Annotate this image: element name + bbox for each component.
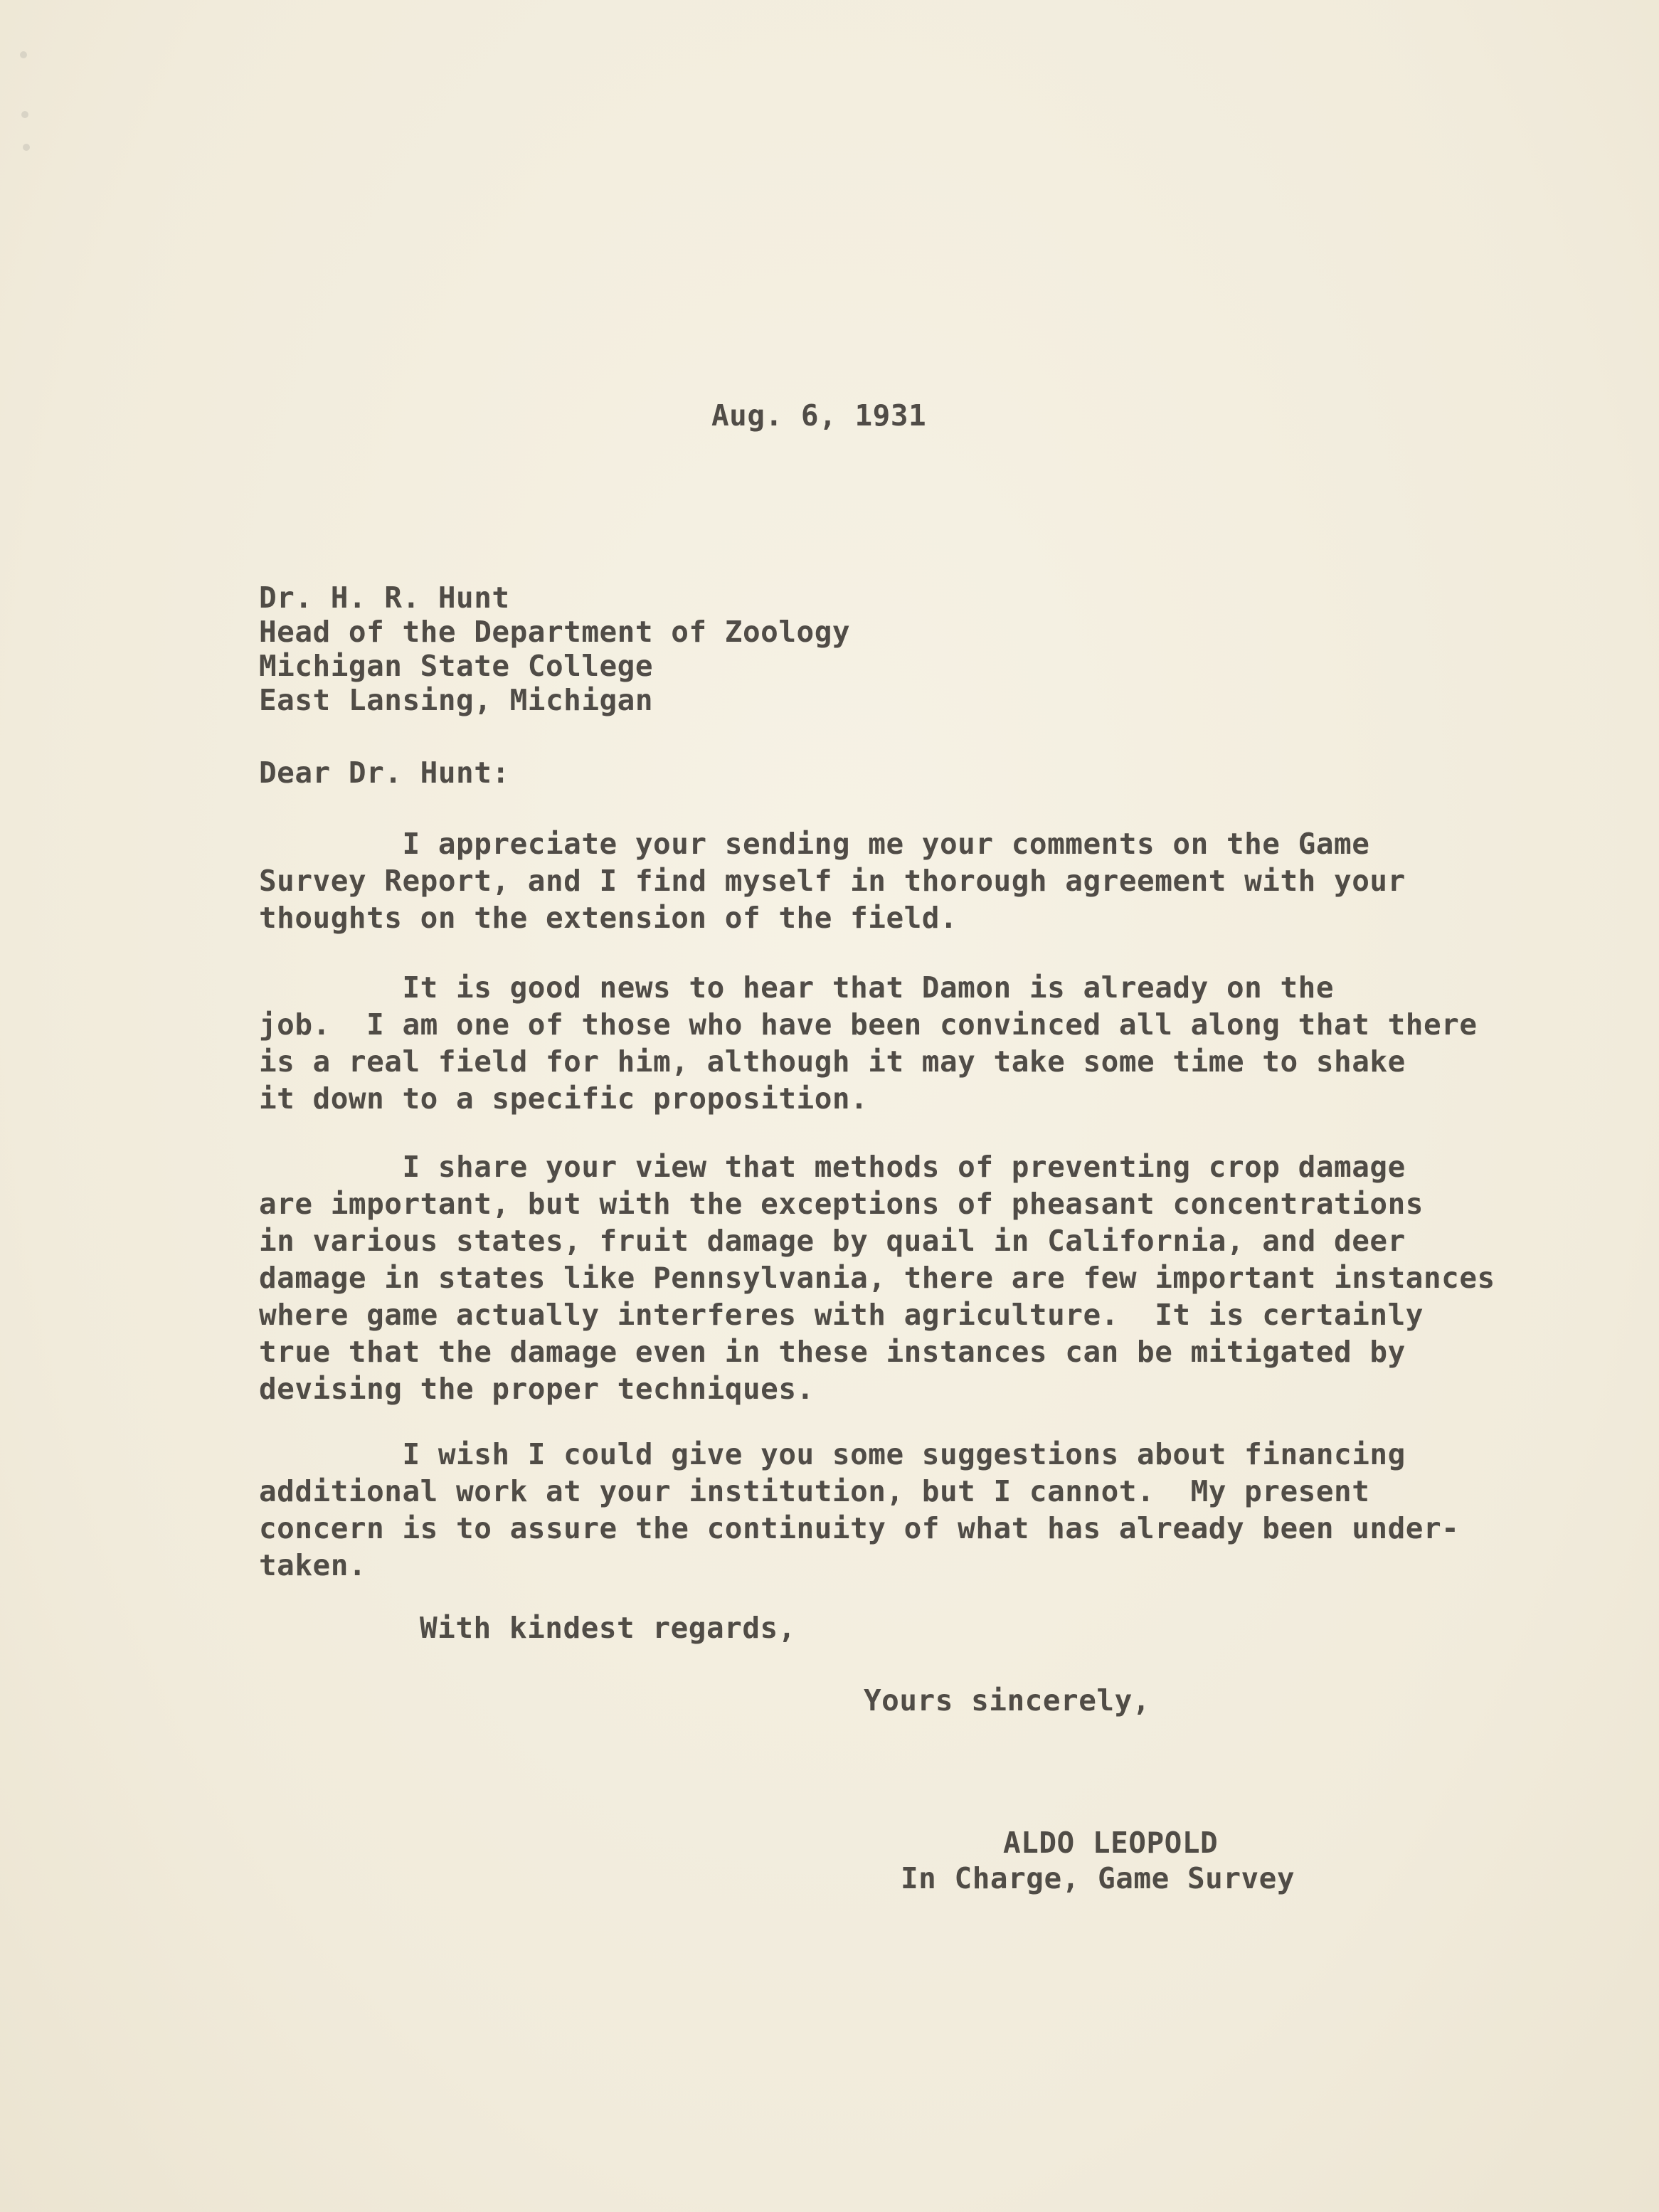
body-paragraph-3 — [259, 1148, 1495, 1407]
body-line: taken. — [259, 1548, 367, 1582]
recipient-title: Head of the Department of Zoology — [259, 615, 851, 649]
body-line: I appreciate your sending me your comments on the Game — [259, 827, 1370, 861]
body-line: are important, but with the exceptions of pheasant concentrations — [259, 1187, 1424, 1221]
body-line: Survey Report, and I find myself in thorough agreement with your — [259, 864, 1406, 898]
valediction: Yours sincerely, — [864, 1683, 1150, 1718]
letter-date: Aug. 6, 1931 — [711, 398, 927, 433]
body-line: thoughts on the extension of the field. — [259, 901, 958, 935]
recipient-location: East Lansing, Michigan — [259, 683, 654, 717]
body-line: I wish I could give you some suggestions about financing — [259, 1437, 1406, 1471]
body-line: in various states, fruit damage by quail in California, and deer — [259, 1224, 1406, 1258]
body-line: I share your view that methods of preventing crop damage — [259, 1150, 1406, 1184]
body-line: concern is to assure the continuity of what has already been under- — [259, 1511, 1460, 1545]
body-line: it down to a specific proposition. — [259, 1081, 869, 1116]
body-line: true that the damage even in these instances can be mitigated by — [259, 1335, 1406, 1369]
body-paragraph-1 — [259, 825, 1406, 936]
salutation: Dear Dr. Hunt: — [259, 756, 510, 790]
paper-speck — [21, 111, 28, 118]
body-line: additional work at your institution, but I cannot. My present — [259, 1474, 1370, 1508]
body-line: damage in states like Pennsylvania, there are few important instances — [259, 1261, 1495, 1295]
body-line: where game actually interferes with agriculture. It is certainly — [259, 1298, 1424, 1332]
body-paragraph-2 — [259, 969, 1478, 1117]
body-line: It is good news to hear that Damon is already on the — [259, 970, 1335, 1005]
signer-title: In Charge, Game Survey — [901, 1861, 1295, 1895]
body-paragraph-4 — [259, 1436, 1459, 1584]
body-line: devising the proper techniques. — [259, 1372, 815, 1406]
body-line: is a real field for him, although it may take some time to shake — [259, 1044, 1406, 1079]
recipient-institution: Michigan State College — [259, 649, 654, 683]
body-line: job. I am one of those who have been convinced all along that there — [259, 1007, 1478, 1042]
recipient-name: Dr. H. R. Hunt — [259, 581, 510, 615]
signer-name: ALDO LEOPOLD — [1003, 1826, 1219, 1860]
paper-speck — [20, 51, 27, 58]
closing-line: With kindest regards, — [420, 1611, 796, 1645]
paper-speck — [23, 144, 30, 151]
